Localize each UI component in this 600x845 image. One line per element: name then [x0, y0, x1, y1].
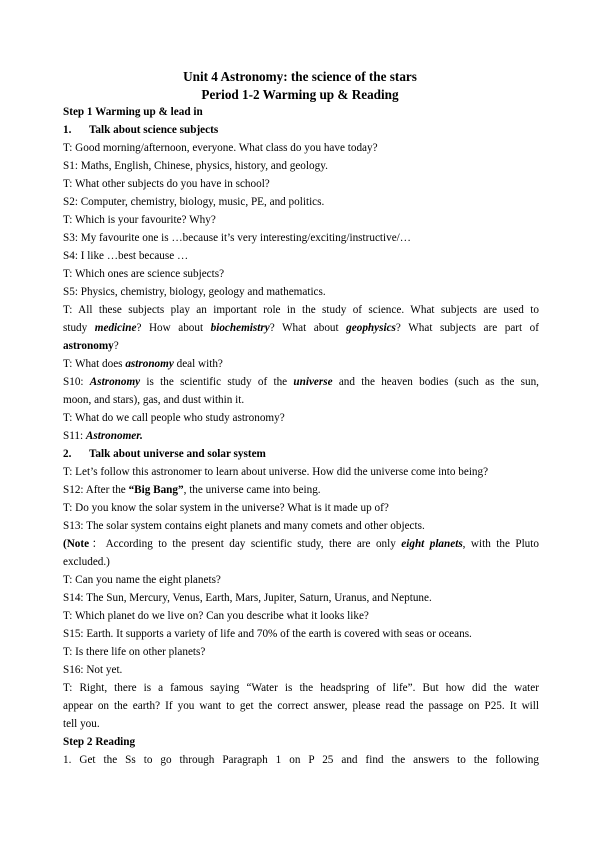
dialogue-line: appear on the earth? If you want to get the correct answer, please read the passage on P25. It will	[63, 700, 539, 712]
dialogue-line: S5: Physics, chemistry, biology, geology and mathematics.	[63, 286, 326, 298]
text-run: ?	[113, 340, 119, 352]
emphasis-term: astronomy	[125, 358, 174, 370]
dialogue-line: T: Which planet do we live on? Can you describe what it looks like?	[63, 610, 369, 622]
emphasis-term: geophysics	[346, 322, 396, 334]
dialogue-line: S2: Computer, chemistry, biology, music, PE, and politics.	[63, 196, 325, 208]
emphasis-term: eight planets	[401, 538, 463, 550]
dialogue-line: S14: The Sun, Mercury, Venus, Earth, Mars, Jupiter, Saturn, Uranus, and Neptune.	[63, 592, 432, 604]
dialogue-line: T: What do we call people who study astronomy?	[63, 412, 285, 424]
dialogue-line: T: Can you name the eight planets?	[63, 574, 221, 586]
text-run: ：According to the present day scientific study, there are only	[89, 538, 402, 550]
text-run: T: What does	[63, 358, 126, 370]
dialogue-line: T: Which ones are science subjects?	[63, 268, 225, 280]
dialogue-line: S16: Not yet.	[63, 664, 123, 676]
note-label: (Note	[63, 538, 90, 550]
text-run: ? How about	[136, 322, 211, 334]
text-run: S11:	[63, 430, 86, 442]
text-run: S12: After the	[63, 484, 129, 496]
instruction-line: 1. Get the Ss to go through Paragraph 1 on P 25 and find the answers to the following	[63, 754, 539, 766]
document-subtitle: Period 1-2 Warming up & Reading	[201, 87, 399, 102]
dialogue-line: S15: Earth. It supports a variety of life and 70% of the earth is covered with seas or oceans.	[63, 628, 472, 640]
section-heading	[63, 447, 539, 461]
dialogue-line: T: Which is your favourite? Why?	[63, 214, 216, 226]
text-run: S10:	[63, 376, 90, 388]
note-line	[63, 537, 539, 551]
emphasis-term: universe	[293, 376, 333, 388]
text-run: ? What subjects are part of	[395, 322, 540, 334]
dialogue-line: T: All these subjects play an important role in the study of science. What subjects are used to	[63, 304, 539, 316]
text-run: and the heaven bodies (such as the sun,	[332, 376, 539, 388]
dialogue-line: S13: The solar system contains eight planets and many comets and other objects.	[63, 520, 425, 532]
dialogue-line: T: Good morning/afternoon, everyone. What class do you have today?	[63, 142, 378, 154]
dialogue-line: S1: Maths, English, Chinese, physics, history, and geology.	[63, 160, 328, 172]
section-number: 2.	[63, 448, 72, 460]
emphasis-term: Astronomy	[89, 376, 141, 388]
section-number: 1.	[63, 124, 72, 136]
document-title: Unit 4 Astronomy: the science of the stars	[183, 69, 417, 84]
text-run: , the universe came into being.	[183, 484, 321, 496]
text-run: ? What about	[269, 322, 347, 334]
emphasis-term: astronomy	[63, 340, 114, 352]
dialogue-line	[63, 357, 539, 371]
text-run: study	[63, 322, 95, 334]
dialogue-line	[63, 339, 539, 353]
text-run: is the scientific study of the	[140, 376, 294, 388]
dialogue-line: S4: I like …best because …	[63, 250, 189, 262]
section-title: Talk about universe and solar system	[89, 448, 266, 460]
dialogue-line: T: Let’s follow this astronomer to learn about universe. How did the universe come into being?	[63, 466, 489, 478]
text-run: , with the Pluto	[462, 538, 539, 550]
dialogue-line	[63, 321, 539, 335]
dialogue-line	[63, 483, 539, 497]
section-title: Talk about science subjects	[89, 124, 219, 136]
emphasis-term: biochemistry	[210, 322, 270, 334]
dialogue-line	[63, 429, 539, 443]
dialogue-line: S3: My favourite one is …because it’s very interesting/exciting/instructive/…	[63, 232, 411, 244]
dialogue-line: tell you.	[63, 718, 100, 730]
dialogue-line: T: What other subjects do you have in school?	[63, 178, 270, 190]
emphasis-term: medicine	[94, 322, 137, 334]
dialogue-line: T: Is there life on other planets?	[63, 646, 206, 658]
dialogue-line	[63, 375, 539, 389]
emphasis-term: Astronomer.	[85, 430, 143, 442]
step-heading: Step 1 Warming up & lead in	[63, 106, 203, 118]
section-heading	[63, 123, 539, 137]
dialogue-line: moon, and stars), gas, and dust within it.	[63, 394, 245, 406]
text-run: deal with?	[173, 358, 223, 370]
dialogue-line: T: Right, there is a famous saying “Water is the headspring of life”. But how did the water	[63, 682, 539, 694]
note-line: excluded.)	[63, 556, 110, 568]
step-heading: Step 2 Reading	[63, 736, 136, 748]
emphasis-term: “Big Bang”	[128, 484, 184, 496]
dialogue-line: T: Do you know the solar system in the universe? What is it made up of?	[63, 502, 389, 514]
